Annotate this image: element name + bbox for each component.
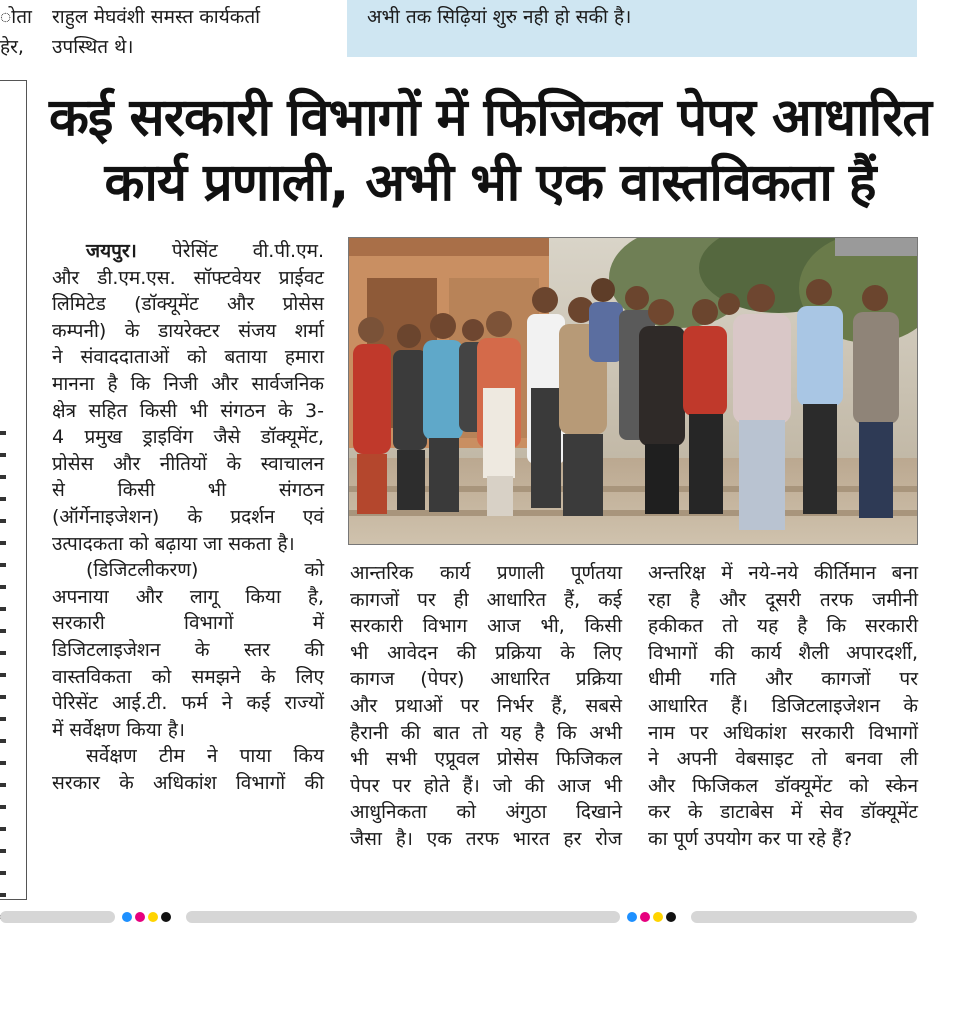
text-line: भी आवेदन की प्रक्रिया के लिए <box>350 641 622 664</box>
registration-dot-magenta <box>640 912 650 922</box>
group-photo-illustration <box>349 238 917 544</box>
registration-dot-cyan <box>122 912 132 922</box>
headline <box>40 86 940 216</box>
text-line: कम्पनी) के डायरेक्टर संजय शर्मा <box>52 319 324 342</box>
fragment-line: हेर, <box>0 36 24 58</box>
text-line: लिमिटेड (डॉक्यूमेंट और प्रोसेस <box>52 293 324 316</box>
text-line: पेपर पर होते हैं। जो की आज भी <box>350 774 622 797</box>
text-line: में सर्वेक्षण किया है। <box>52 718 185 741</box>
text-line: पेरिसेंट आई.टी. फर्म ने कई राज्यों <box>52 692 324 715</box>
registration-marks <box>627 912 676 922</box>
text-line: सर्वेक्षण टीम ने पाया किय <box>86 745 324 768</box>
dateline: जयपुर। <box>86 240 137 262</box>
text-line: पेरेसिंट वी.पी.एम. <box>171 240 324 262</box>
text-line: का पूर्ण उपयोग कर पा रहे हैं? <box>648 827 853 850</box>
text-line: प्रोसेस और नीतियों के स्वाचालन <box>52 452 324 475</box>
text-line: सरकार के अधिकांश विभागों की <box>52 771 324 794</box>
registration-dot-cyan <box>627 912 637 922</box>
registration-dot-black <box>666 912 676 922</box>
adjacent-column-frame <box>0 80 27 900</box>
article-column-1 <box>52 238 324 796</box>
text-line: कर के डाटाबेस में सेव डॉक्यूमेंट <box>648 801 918 824</box>
prev-column-fragment <box>0 2 38 62</box>
prev-article-ending <box>52 2 342 62</box>
page-rule <box>186 911 620 923</box>
text-line: कागजों पर ही आधारित हैं, कई <box>350 588 622 611</box>
text-line: भी सभी एप्रूवल प्रोसेस फिजिकल <box>350 748 622 771</box>
text-line: धीमी गति और कागजों पर <box>648 668 918 691</box>
text-line: जैसा है। एक तरफ भारत हर रोज <box>350 827 622 850</box>
box-text: अभी तक सिढ़ियां शुरु नही हो सकी है। <box>367 6 632 28</box>
text-line: आन्तरिक कार्य प्रणाली पूर्णतया <box>350 562 622 584</box>
registration-dot-yellow <box>653 912 663 922</box>
text-line: विभागों की कार्य शैली अपारदर्शी, <box>648 641 918 664</box>
ending-line: राहुल मेघवंशी समस्त कार्यकर्ता <box>52 6 261 28</box>
article-column-3 <box>648 560 918 853</box>
text-line: (डिजिटलीकरण) को <box>86 559 324 582</box>
text-line: आधारित हैं। डिजिटलाइजेशन के <box>648 694 918 717</box>
registration-dot-yellow <box>148 912 158 922</box>
headline-line: कार्य प्रणाली, अभी भी एक वास्तविकता हैं <box>104 153 876 213</box>
registration-dot-black <box>161 912 171 922</box>
text-line: ने अपनी वेबसाइट तो बनवा ली <box>648 748 918 771</box>
text-line: सरकारी विभाग आज भी, किसी <box>350 615 622 638</box>
ending-line: उपस्थित थे। <box>52 36 134 58</box>
registration-dot-magenta <box>135 912 145 922</box>
text-line: अन्तरिक्ष में नये-नये कीर्तिमान बना <box>648 562 918 584</box>
prev-article-box <box>347 0 917 57</box>
text-line: (ऑर्गेनाइजेशन) के प्रदर्शन एवं <box>52 505 324 528</box>
article-column-2 <box>350 560 622 853</box>
page-rule <box>691 911 917 923</box>
text-line: अपनाया और लागू किया है, <box>52 585 324 608</box>
text-line: सरकारी विभागों में <box>52 612 324 635</box>
text-line: हकीकत तो यह है कि सरकारी <box>648 615 918 638</box>
text-line: और डी.एम.एस. सॉफ्टवेयर प्राईवट <box>52 266 324 289</box>
text-line: नाम पर अधिकांश सरकारी विभागों <box>648 721 918 744</box>
text-line: ने संवाददाताओं को बताया हमारा <box>52 346 324 369</box>
text-line: वास्तविकता को समझने के लिए <box>52 665 324 688</box>
fragment-line: ोता <box>0 6 32 28</box>
page-rule <box>0 911 115 923</box>
text-line: 4 प्रमुख ड्राइविंग जैसे डॉक्यूमेंट, <box>52 426 324 449</box>
text-line: उत्पादकता को बढ़ाया जा सकता है। <box>52 532 295 555</box>
text-line: मानना है कि निजी और सार्वजनिक <box>52 372 324 395</box>
text-line: आधुनिकता को अंगुठा दिखाने <box>350 801 622 824</box>
text-line: डिजिटलाइजेशन के स्तर की <box>52 638 324 661</box>
adjacent-column-text-edge <box>0 431 6 931</box>
registration-marks <box>122 912 171 922</box>
text-line: रहा है और दूसरी तरफ जमीनी <box>648 588 918 611</box>
text-line: क्षेत्र सहित किसी भी संगठन के 3- <box>52 399 324 422</box>
text-line: और प्रथाओं पर निर्भर हैं, सबसे <box>350 694 622 717</box>
text-line: कागज (पेपर) आधारित प्रक्रिया <box>350 668 622 691</box>
headline-line: कई सरकारी विभागों में फिजिकल पेपर आधारित <box>48 88 931 148</box>
text-line: से किसी भी संगठन <box>52 479 324 502</box>
text-line: और फिजिकल डॉक्यूमेंट को स्केन <box>648 774 918 797</box>
group-photo <box>348 237 918 545</box>
text-line: हैरानी की बात तो यह है कि अभी <box>350 721 622 744</box>
